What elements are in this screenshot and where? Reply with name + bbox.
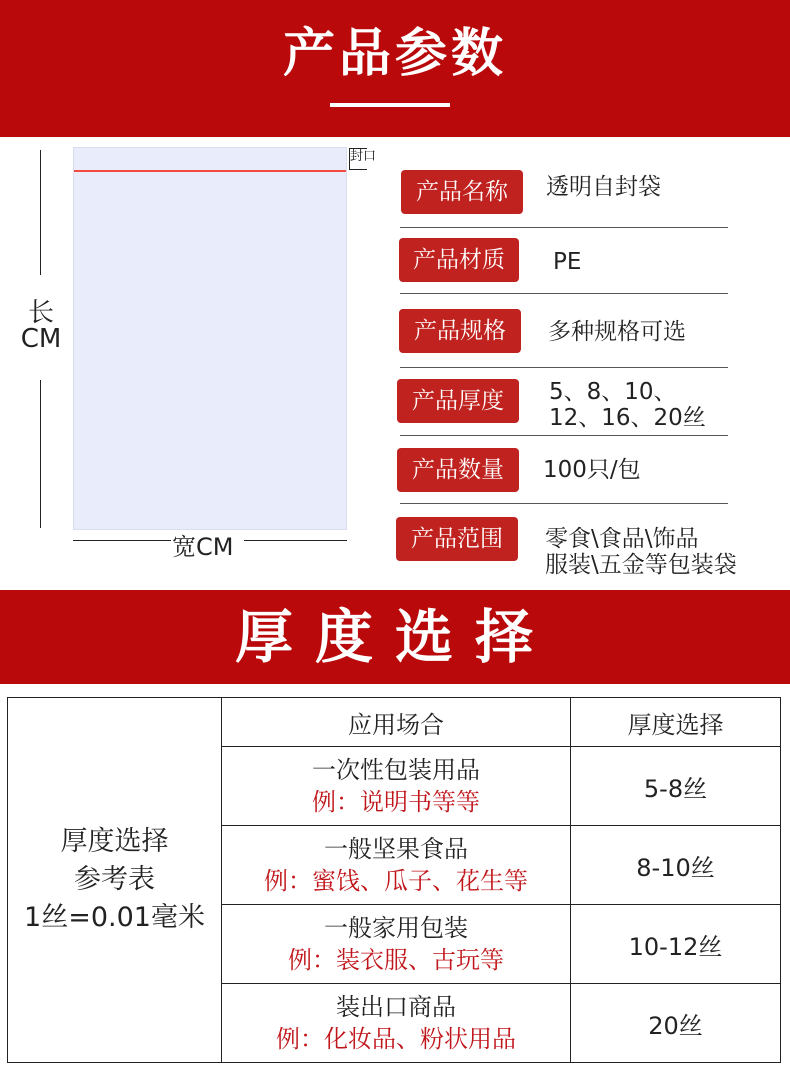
param-value-material: PE — [553, 249, 582, 275]
param-tag-quantity: 产品数量 — [397, 448, 519, 492]
length-line-top — [40, 150, 41, 275]
column-header-application: 应用场合 — [222, 698, 571, 747]
length-label — [16, 300, 66, 352]
width-line-left — [73, 540, 171, 541]
column-header-thickness: 厚度选择 — [571, 698, 781, 747]
seal-bracket-bottom — [349, 169, 367, 170]
header-banner — [0, 0, 790, 137]
seal-line — [74, 170, 346, 172]
thickness-cell: 5-8丝 — [571, 747, 781, 826]
page-title: 产品参数 — [282, 24, 507, 84]
application-cell: 一次性包装用品 例：说明书等等 — [222, 747, 571, 826]
length-label-unit: CM — [20, 324, 62, 354]
table-header-row — [8, 698, 781, 747]
param-divider — [400, 227, 728, 228]
section-title: 厚度选择 — [234, 603, 555, 671]
application-cell: 一般坚果食品 例：蜜饯、瓜子、花生等 — [222, 826, 571, 905]
thickness-cell: 8-10丝 — [571, 826, 781, 905]
param-tag-name: 产品名称 — [401, 170, 523, 214]
application-cell: 装出口商品 例：化妆品、粉状用品 — [222, 984, 571, 1063]
width-line-right — [244, 540, 347, 541]
length-line-bottom — [40, 380, 41, 528]
param-tag-scope: 产品范围 — [396, 517, 518, 561]
application-cell: 一般家用包装 例：装衣服、古玩等 — [222, 905, 571, 984]
param-value-name: 透明自封袋 — [546, 174, 661, 200]
param-tag-thickness: 产品厚度 — [397, 379, 519, 423]
param-divider — [400, 435, 728, 436]
width-label: 宽CM — [172, 533, 234, 561]
param-tag-spec: 产品规格 — [399, 309, 521, 353]
param-tag-material: 产品材质 — [399, 238, 519, 282]
thickness-table — [7, 697, 781, 1063]
thickness-cell: 10-12丝 — [571, 905, 781, 984]
thickness-cell: 20丝 — [571, 984, 781, 1063]
param-value-quantity: 100只/包 — [543, 457, 641, 483]
param-value-spec: 多种规格可选 — [548, 319, 686, 345]
param-value-thickness: 5、8、10、 12、16、20丝 — [549, 379, 706, 431]
param-divider — [400, 367, 728, 368]
section-banner — [0, 590, 790, 684]
seal-label: 封口 — [350, 149, 377, 164]
param-divider — [400, 293, 728, 294]
length-label-char: 长 — [27, 298, 54, 328]
param-value-scope: 零食\食品\饰品 服装\五金等包装袋 — [545, 526, 737, 578]
title-underline — [330, 103, 450, 107]
bag-diagram — [73, 147, 347, 530]
table-side-title: 厚度选择 参考表 1丝=0.01毫米 — [8, 698, 222, 1063]
param-divider — [400, 503, 728, 504]
